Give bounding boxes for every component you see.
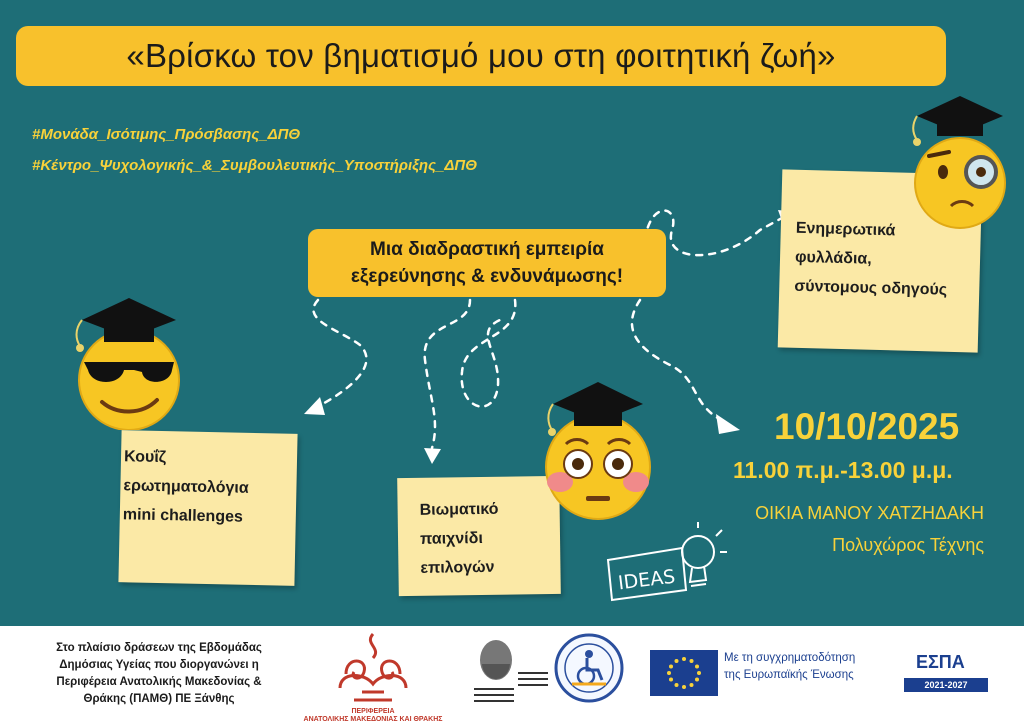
espa-logo-title: ΕΣΠΑ [916,652,965,672]
hashtag-counseling-center: #Κέντρο_Ψυχολογικής_&_Συμβουλευτικής_Υποστήριξης_ΔΠΘ [32,157,477,174]
espa-logo-years: 2021-2027 [904,678,988,692]
note-leaflets-line3: σύντομους οδηγούς [794,277,948,299]
region-logo-icon [334,628,412,708]
footer-text-line2: Δημόσιας Υγείας που διοργανώνει η [59,659,259,671]
note-quiz [118,430,297,586]
note-quiz-line2: ερωτηματολόγια [123,477,249,497]
center-banner-line2: εξερεύνησης & ενδυνάμωσης! [350,266,624,287]
event-date: 10/10/2025 [774,406,960,447]
region-logo-line2: ΑΝΑΤΟΛΙΚΗΣ ΜΑΚΕΔΟΝΙΑΣ ΚΑΙ ΘΡΑΚΗΣ [303,716,443,723]
note-game [397,476,561,596]
note-quiz-line3: mini challenges [122,506,244,526]
event-venue-subtitle: Πολυχώρος Τέχνης [832,535,984,555]
arrowhead-quiz [304,397,325,415]
hashtag-equal-access: #Μονάδα_Ισότιμης_Πρόσβασης_ΔΠΘ [32,126,301,143]
eu-text-line2: της Ευρωπαϊκής Ένωσης [724,669,854,681]
monocle-graduate-emoji-icon [905,88,1015,238]
ideas-lightbulb-icon [602,520,728,610]
note-quiz-line1: Κουΐζ [123,448,167,467]
university-logo-icon [470,634,550,714]
equal-access-unit-logo-icon [554,630,624,710]
footer-text-line4: Θράκης (ΠΑΜΘ) ΠΕ Ξάνθης [83,693,235,705]
arrow-path-loop [462,300,516,407]
arrow-path-to-quiz [313,300,366,408]
note-game-line1: Βιωματικό [419,500,499,519]
arrowhead-date [716,414,740,434]
event-venue: ΟΙΚΙΑ ΜΑΝΟΥ ΧΑΤΖΗΔΑΚΗ [755,503,984,523]
center-banner [308,229,666,297]
title-banner [16,26,946,86]
region-logo-name [298,708,448,724]
note-game-line3: επιλογών [420,558,495,577]
ideas-label: IDEAS [616,565,677,595]
flushed-graduate-emoji-icon [538,372,658,522]
footer [0,626,1024,724]
arrow-path-to-game [425,300,470,448]
sunglasses-graduate-emoji-icon [62,290,192,430]
footer-text-line1: Στο πλαίσιο δράσεων της Εβδομάδας [56,642,262,654]
arrowhead-game [424,448,441,464]
center-banner-line1: Μια διαδραστική εμπειρία [370,239,604,260]
eu-flag-icon [650,650,718,696]
eu-text-line1: Με τη συγχρηματοδότηση [724,652,856,664]
page-title: «Βρίσκω τον βηματισμό μου στη φοιτητική ζωή» [126,37,836,74]
event-time: 11.00 π.μ.-13.00 μ.μ. [733,457,953,483]
note-leaflets-line2: φυλλάδια, [794,248,872,268]
note-leaflets-line1: Ενημερωτικά [795,219,896,240]
footer-text-line3: Περιφέρεια Ανατολικής Μακεδονίας & [56,676,262,688]
footer-text [34,640,284,708]
note-game-line2: παιχνίδι [419,529,483,548]
eu-cofunding-text [724,650,855,684]
region-logo-line1: ΠΕΡΙΦΕΡΕΙΑ [351,708,395,715]
